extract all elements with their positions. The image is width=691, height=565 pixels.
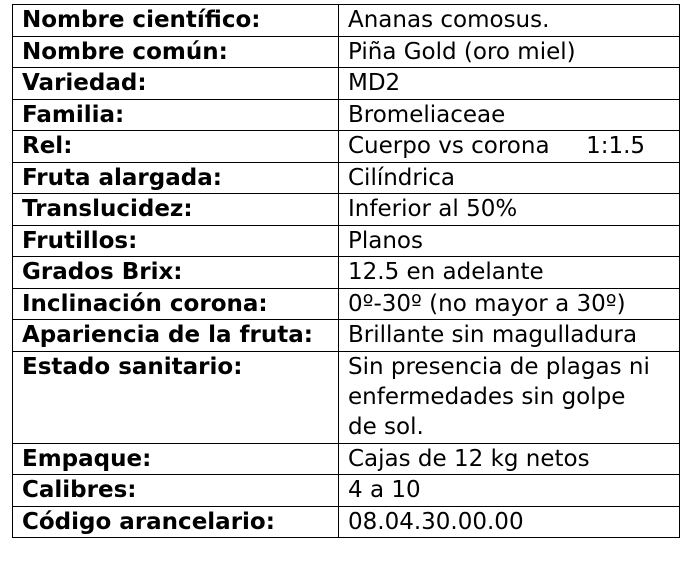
row-label: Familia: (13, 99, 339, 131)
row-label: Empaque: (13, 443, 339, 475)
value-line: Bromeliaceae (348, 101, 506, 128)
row-value (339, 475, 680, 507)
row-value (339, 5, 680, 37)
row-value (339, 194, 680, 226)
value-line: 0º-30º (no mayor a 30º) (348, 290, 626, 317)
value-line: enfermedades sin golpe (348, 383, 626, 410)
value-line: MD2 (348, 70, 401, 96)
row-value (339, 320, 680, 352)
row-value (339, 257, 680, 289)
row-label: Variedad: (13, 68, 339, 100)
value-line: Ananas comosus. (348, 7, 550, 33)
table-row (13, 162, 680, 194)
row-value (339, 99, 680, 131)
value-line: Cuerpo vs corona 1:1.5 (348, 133, 646, 159)
value-line: Inferior al 50% (348, 196, 518, 222)
row-value (339, 162, 680, 194)
row-label: Fruta alargada: (13, 162, 339, 194)
value-line: Cajas de 12 kg netos (348, 445, 590, 472)
value-line: Sin presencia de plagas ni (348, 353, 650, 380)
row-value (339, 288, 680, 320)
table-row (13, 351, 680, 443)
table-row (13, 5, 680, 37)
table-row (13, 131, 680, 163)
row-label: Código arancelario: (13, 506, 339, 538)
row-label: Calibres: (13, 475, 339, 507)
row-label: Nombre común: (13, 36, 339, 68)
table-row (13, 68, 680, 100)
row-label: Frutillos: (13, 225, 339, 257)
row-value (339, 351, 680, 443)
value-line: Planos (348, 227, 423, 254)
row-label: Nombre científico: (13, 5, 339, 37)
row-value (339, 36, 680, 68)
row-value (339, 443, 680, 475)
table-row (13, 320, 680, 352)
row-label: Grados Brix: (13, 257, 339, 289)
row-label: Rel: (13, 131, 339, 163)
table-row (13, 506, 680, 538)
table-row (13, 194, 680, 226)
value-line: Brillante sin magulladura (348, 322, 638, 348)
table-row (13, 257, 680, 289)
table-row (13, 475, 680, 507)
row-value (339, 225, 680, 257)
row-label: Apariencia de la fruta: (13, 320, 339, 352)
value-line: Cilíndrica (348, 164, 455, 191)
row-label: Translucidez: (13, 194, 339, 226)
table-row (13, 225, 680, 257)
value-line: 4 a 10 (348, 477, 421, 503)
row-value (339, 506, 680, 538)
table-row (13, 99, 680, 131)
row-value (339, 131, 680, 163)
row-label: Inclinación corona: (13, 288, 339, 320)
value-line: Piña Gold (oro miel) (348, 38, 576, 65)
table-row (13, 443, 680, 475)
row-value (339, 68, 680, 100)
spec-table (12, 4, 680, 538)
table-row (13, 36, 680, 68)
row-label: Estado sanitario: (13, 351, 339, 443)
value-line: de sol. (348, 413, 424, 440)
value-line: 08.04.30.00.00 (348, 508, 524, 535)
value-line: 12.5 en adelante (348, 259, 544, 285)
table-row (13, 288, 680, 320)
